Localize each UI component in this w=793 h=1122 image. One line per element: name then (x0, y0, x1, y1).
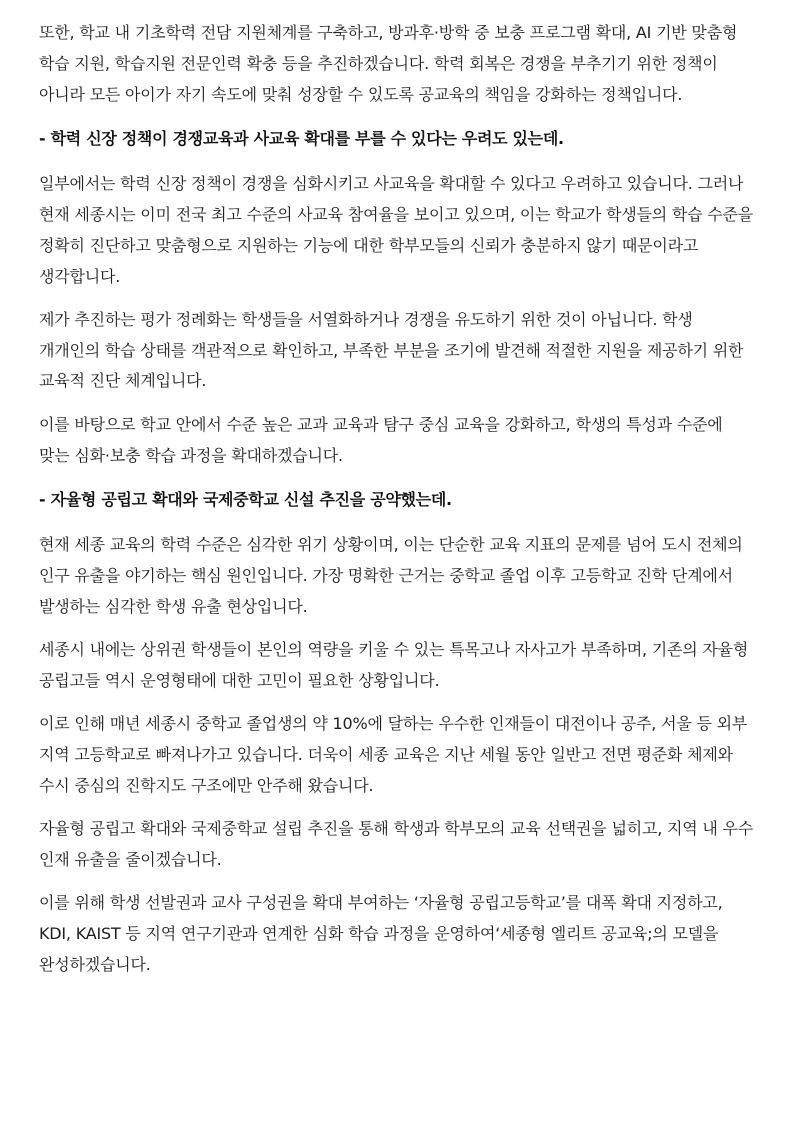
paragraph-academic-crisis: 현재 세종 교육의 학력 수준은 심각한 위기 상황이며, 이는 단순한 교육 지표의 문제를 넘어 도시 전체의 인구 유출을 야기하는 핵심 원인입니다. 가장 명확한 근거는 중학교 졸업 이후 고등학교 진학 단계에서 발생하는 심각한 학생 유출 현상입니다. (39, 535, 743, 616)
paragraph-basic-skills-support: 또한, 학교 내 기초학력 전담 지원체계를 구축하고, 방과후·방학 중 보충 프로그램 확대, AI 기반 맞춤형 학습 지원, 학습지원 전문인력 확충 등을 추진하겠습니다. 학력 회복은 경쟁을 부추기기 위한 정책이 아니라 모든 아이가 자기 속도에 맞춰 성장할 수 있도록 공교육의 책임을 강화하는 정책입니다. (39, 23, 738, 104)
question-autonomous-schools: - 자율형 공립고 확대와 국제중학교 신설 추진을 공약했는데. (39, 490, 452, 510)
paragraph-private-education-concern: 일부에서는 학력 신장 정책이 경쟁을 심화시키고 사교육을 확대할 수 있다고 우려하고 있습니다. 그러나 현재 세종시는 이미 전국 최고 수준의 사교육 참여율을 보이고 있으며, 이는 학교가 학생들의 학습 수준을 정확히 진단하고 맞춤형으로 지원하는 기능에 대한 학부모들의 신뢰가 충분하지 않기 때문이라고 생각합니다. (39, 174, 754, 286)
paragraph-expand-choice: 자율형 공립고 확대와 국제중학교 설립 추진을 통해 학생과 학부모의 교육 선택권을 넓히고, 지역 내 우수 인재 유출을 줄이겠습니다. (39, 819, 754, 869)
paragraph-student-outflow: 이로 인해 매년 세종시 중학교 졸업생의 약 10%에 달하는 우수한 인재들이 대전이나 공주, 서울 등 외부 지역 고등학교로 빠져나가고 있습니다. 더욱이 세종 교육은 지난 세월 동안 일반고 전면 평준화 체제와 수시 중심의 진학지도 구조에만 안주해 왔습니다. (39, 714, 748, 795)
paragraph-assessment-regularization: 제가 추진하는 평가 정례화는 학생들을 서열화하거나 경쟁을 유도하기 위한 것이 아닙니다. 학생 개개인의 학습 상태를 객관적으로 확인하고, 부족한 부분을 조기에 발견해 적절한 지원을 제공하기 위한 교육적 진단 체계입니다. (39, 309, 744, 391)
paragraph-in-school-enrichment: 이를 바탕으로 학교 안에서 수준 높은 교과 교육과 탐구 중심 교육을 강화하고, 학생의 특성과 수준에 맞는 심화·보충 학습 과정을 확대하겠습니다. (39, 414, 723, 465)
paragraph-lack-of-special-schools: 세종시 내에는 상위권 학생들이 본인의 역량을 키울 수 있는 특목고나 자사고가 부족하며, 기존의 자율형 공립고들 역시 운영형태에 대한 고민이 필요한 상황입니다. (39, 640, 749, 690)
paragraph-elite-public-education: 이를 위해 학생 선발권과 교사 구성권을 확대 부여하는 ‘자율형 공립고등학교’를 대폭 확대 지정하고, KDI, KAIST 등 지역 연구기관과 연계한 심화 학습 과정을 운영하여‘세종형 엘리트 공교육;의 모델을 완성하겠습니다. (39, 893, 723, 974)
question-competition-concern: - 학력 신장 정책이 경쟁교육과 사교육 확대를 부를 수 있다는 우려도 있는데. (39, 129, 564, 149)
